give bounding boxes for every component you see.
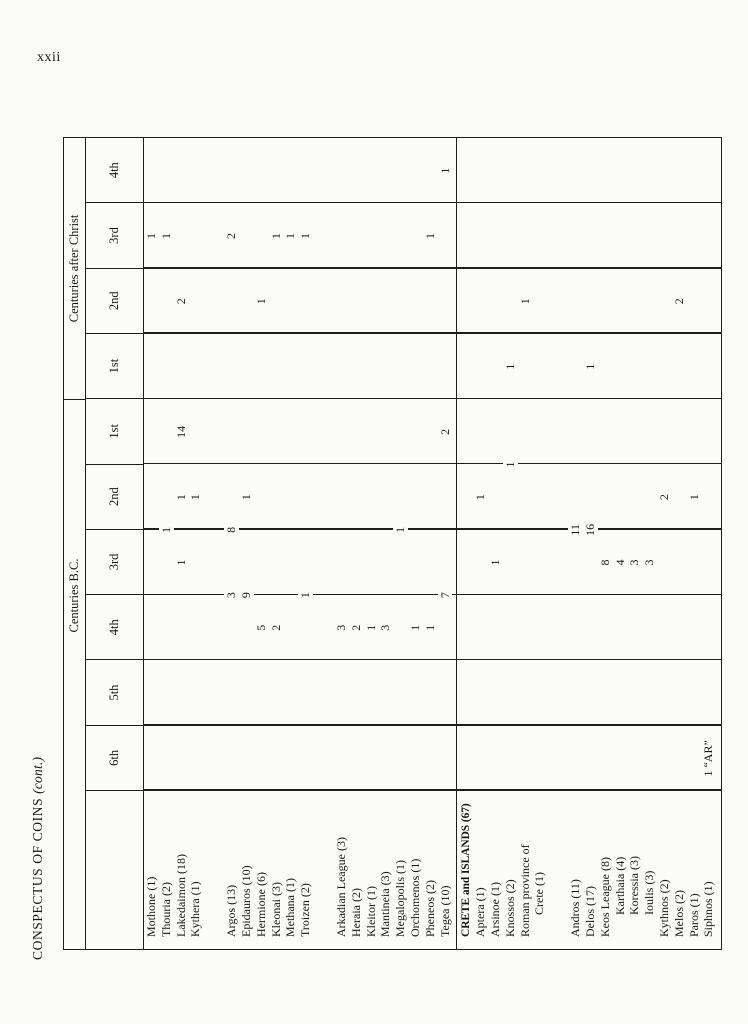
cell-value-4th-bc: 1 <box>407 624 422 631</box>
cell-value-4th-bc: 1 <box>422 624 437 631</box>
table-row <box>378 138 393 949</box>
century-header-3rd-bc: 3rd <box>86 530 143 595</box>
group-header-bc: Centuries B.C. <box>67 558 81 633</box>
row-group-gap <box>203 138 224 949</box>
cell-value-1st-ad: 1 <box>502 363 517 370</box>
column-rule <box>144 202 721 204</box>
table-row <box>503 138 518 949</box>
cell-value-2nd-3rd-bc: 1 <box>393 526 408 533</box>
table-title-cont: (cont.) <box>30 756 45 794</box>
row-label-column-spacer <box>64 791 85 949</box>
cell-value-2nd-ad: 1 <box>253 298 268 305</box>
cell-value-6th-bc: 1 “AR” <box>701 740 716 777</box>
row-label: Koressia (3) <box>627 856 642 915</box>
coins-table <box>63 137 722 950</box>
column-rule <box>144 332 721 334</box>
table-row <box>687 138 702 949</box>
row-label: Roman province of <box>517 844 532 937</box>
row-label: Orchomenos (1) <box>407 858 422 937</box>
table-row <box>613 138 628 949</box>
row-group-gap <box>547 138 568 949</box>
row-label: Troizen (2) <box>298 883 313 937</box>
row-label: Andros (11) <box>568 879 583 937</box>
row-label: Hermione (6) <box>253 872 268 937</box>
row-label: Methana (1) <box>283 878 298 937</box>
table-row <box>298 138 313 949</box>
cell-value-3rd-4th-bc: 3 <box>224 592 239 599</box>
cell-value-2nd-3rd-bc: 8 <box>224 526 239 533</box>
table-row <box>224 138 239 949</box>
table-row <box>283 138 298 949</box>
cell-value-3rd-ad: 1 <box>422 232 437 239</box>
table-row <box>269 138 284 949</box>
table-row <box>438 138 453 949</box>
cell-value-2nd-ad: 1 <box>517 298 532 305</box>
century-header-2nd-bc: 2nd <box>86 465 143 530</box>
table-row <box>672 138 687 949</box>
cell-value-4th-bc: 1 <box>363 624 378 631</box>
row-label: Siphnos (1) <box>701 881 716 937</box>
table-row <box>188 138 203 949</box>
group-header-ad: Centuries after Christ <box>64 138 85 400</box>
table-title-text: CONSPECTUS OF COINS <box>30 797 45 960</box>
cell-value-2nd-bc: 2 <box>656 494 671 501</box>
cell-value-3rd-4th-bc: 1 <box>298 592 313 599</box>
cell-value-2nd-ad: 2 <box>671 298 686 305</box>
cell-value-4th-bc: 3 <box>378 624 393 631</box>
column-rule <box>144 267 721 269</box>
row-label: Arsinoe (1) <box>487 882 502 937</box>
row-label: Kythera (1) <box>188 881 203 937</box>
cell-value-1st-2nd-bc: 1 <box>502 461 517 468</box>
cell-value-3rd-ad: 2 <box>224 232 239 239</box>
century-header-1st-ad: 1st <box>86 334 143 399</box>
table-row <box>657 138 672 949</box>
century-header-4th-ad: 4th <box>86 138 143 203</box>
cell-value-1st-bc: 2 <box>437 428 452 435</box>
table-row <box>518 138 533 949</box>
table-row <box>583 138 598 949</box>
row-label: Paros (1) <box>686 893 701 937</box>
cell-value-3rd-ad: 1 <box>268 232 283 239</box>
row-label: Tegea (10) <box>437 885 452 937</box>
table-title <box>30 757 46 960</box>
century-header-4th-bc: 4th <box>86 595 143 660</box>
row-label: Argos (13) <box>224 884 239 937</box>
group-header-row <box>64 138 86 949</box>
row-label-column-spacer <box>86 791 143 949</box>
table-row <box>598 138 613 949</box>
column-rule <box>144 724 721 726</box>
row-label: Mothone (1) <box>144 876 158 937</box>
column-rule <box>144 398 721 400</box>
table-row <box>642 138 657 949</box>
cell-value-3rd-bc: 4 <box>612 559 627 566</box>
row-label: Crete (1) <box>532 872 547 915</box>
table-row <box>349 138 364 949</box>
century-header-2nd-ad: 2nd <box>86 269 143 334</box>
row-label: Knossos (2) <box>502 879 517 937</box>
row-label: Kythnos (2) <box>656 879 671 937</box>
table-row <box>144 138 159 949</box>
row-label: Aptera (1) <box>473 887 488 937</box>
table-body <box>144 138 721 949</box>
cell-value-4th-bc: 2 <box>348 624 363 631</box>
column-rule <box>144 790 721 792</box>
cell-value-4th-bc: 2 <box>268 624 283 631</box>
cell-value-2nd-3rd-bc: 16 <box>582 523 597 536</box>
cell-value-3rd-bc: 3 <box>627 559 642 566</box>
cell-value-3rd-bc: 8 <box>597 559 612 566</box>
table-row <box>393 138 408 949</box>
row-label: CRETE and ISLANDS (67) <box>460 803 473 937</box>
table-row <box>423 138 438 949</box>
cell-value-4th-ad: 1 <box>437 167 452 174</box>
column-rule <box>144 463 721 465</box>
cell-value-2nd-3rd-bc: 11 <box>568 524 583 536</box>
table-row <box>532 138 547 949</box>
cell-value-3rd-4th-bc: 9 <box>238 592 253 599</box>
cell-value-2nd-bc: 1 <box>238 494 253 501</box>
cell-value-2nd-bc: 1 <box>173 494 188 501</box>
row-label: Kleitor (1) <box>363 886 378 937</box>
table-row <box>627 138 642 949</box>
cell-value-3rd-ad: 1 <box>298 232 313 239</box>
cell-value-2nd-bc: 1 <box>188 494 203 501</box>
row-label: Megalopolis (1) <box>393 860 408 937</box>
table-row <box>473 138 488 949</box>
century-header-row <box>86 138 144 949</box>
row-label: Arkadian League (3) <box>333 837 348 937</box>
cell-value-2nd-bc: 1 <box>686 494 701 501</box>
row-label: Pheneos (2) <box>422 880 437 937</box>
page-number: xxii <box>37 50 61 65</box>
row-label: Ioulis (3) <box>642 870 657 915</box>
cell-value-3rd-4th-bc: 7 <box>437 592 452 599</box>
row-group-gap <box>313 138 334 949</box>
row-label: Heraia (2) <box>348 888 363 937</box>
table-row <box>488 138 503 949</box>
row-label: Epidauros (10) <box>238 865 253 937</box>
row-label: Keos League (8) <box>597 857 612 937</box>
column-rule <box>144 659 721 661</box>
cell-value-2nd-ad: 2 <box>173 298 188 305</box>
cell-value-3rd-ad: 1 <box>144 232 158 239</box>
cell-value-4th-bc: 3 <box>333 624 348 631</box>
cell-value-3rd-ad: 1 <box>158 232 173 239</box>
cell-value-3rd-bc: 1 <box>487 559 502 566</box>
table-row <box>364 138 379 949</box>
century-header-6th-bc: 6th <box>86 726 143 791</box>
row-label: Kleonai (3) <box>268 882 283 937</box>
cell-value-1st-bc: 14 <box>173 425 188 438</box>
century-header-5th-bc: 5th <box>86 660 143 725</box>
cell-value-3rd-bc: 1 <box>173 559 188 566</box>
table-row <box>408 138 423 949</box>
row-label: Mantineia (3) <box>378 871 393 937</box>
row-label: Lakedaimon (18) <box>173 854 188 937</box>
section-divider-rule <box>456 138 457 949</box>
cell-value-3rd-ad: 1 <box>283 232 298 239</box>
table-row <box>701 138 716 949</box>
table-row <box>254 138 269 949</box>
cell-value-4th-bc: 5 <box>253 624 268 631</box>
century-header-3rd-ad: 3rd <box>86 203 143 268</box>
table-row <box>458 138 473 949</box>
row-label: Karthaia (4) <box>612 856 627 915</box>
table-row <box>174 138 189 949</box>
table-row <box>239 138 254 949</box>
century-header-1st-bc: 1st <box>86 399 143 464</box>
row-label: Thouria (2) <box>158 882 173 937</box>
table-row <box>159 138 174 949</box>
cell-value-1st-ad: 1 <box>582 363 597 370</box>
table-row <box>568 138 583 949</box>
cell-value-2nd-3rd-bc: 1 <box>158 526 173 533</box>
row-label: Melos (2) <box>671 890 686 937</box>
row-label: Delos (17) <box>582 886 597 937</box>
cell-value-2nd-bc: 1 <box>473 494 488 501</box>
cell-value-3rd-bc: 3 <box>642 559 657 566</box>
table-row <box>334 138 349 949</box>
